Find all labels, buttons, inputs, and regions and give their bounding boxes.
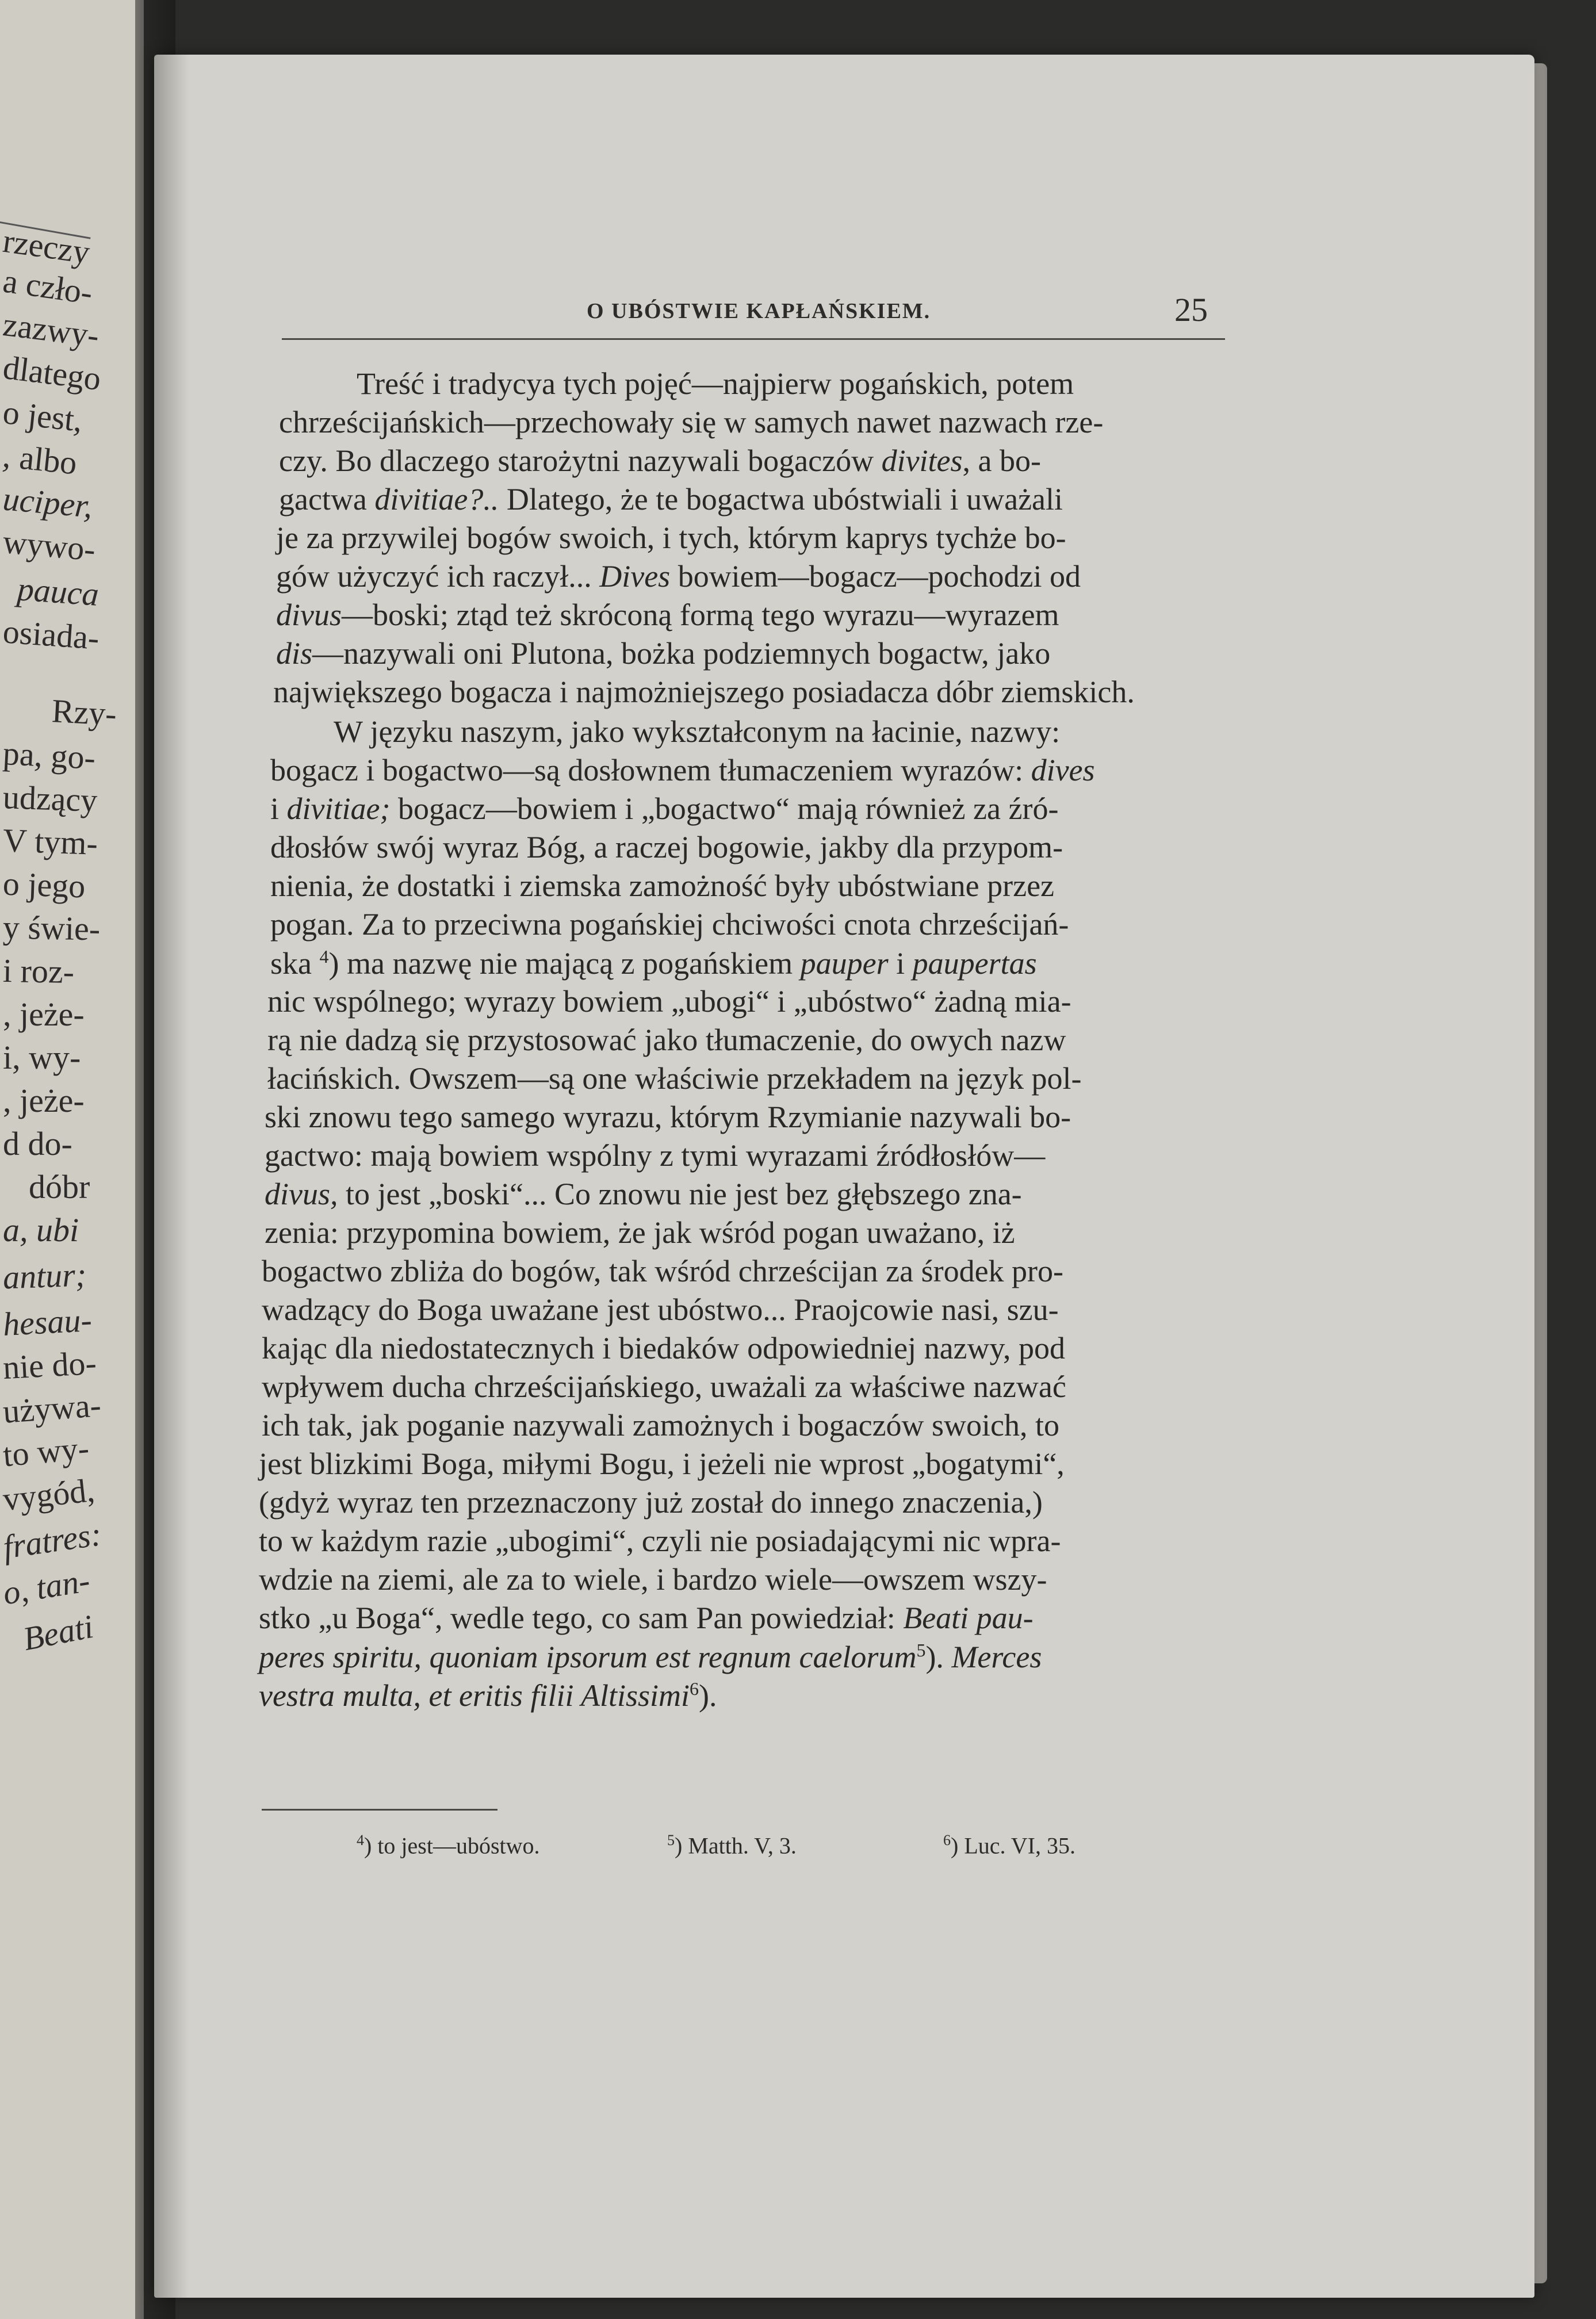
text-line: największego bogacza i najmożniejszego posiadacza dóbr ziemskich. [273,675,1135,709]
left-line: , albo [1,437,79,482]
left-line: o jego [2,864,86,905]
left-line: Beati [20,1607,97,1658]
text-line: chrześcijańskich—przechowały się w samych nawet nazwach rze- [279,405,1104,439]
left-line: d do- [3,1125,72,1162]
header-rule [282,338,1225,340]
footnote-6: $^6$) Luc. VI, 35. [943,1832,1076,1859]
left-line: uciper, [1,480,94,525]
left-line: to wy- [1,1429,91,1474]
text-line: dłosłów swój wyraz Bóg, a raczej bogowie, jakby dla przypom- [270,830,1063,864]
text-line: bogactwo zbliża do bogów, tak wśród chrześcijan za środek pro- [262,1254,1064,1288]
left-facing-page [0,0,144,2319]
text-line: gactwa divitiae?.. Dlatego, że te bogactwa ubóstwiali i uważali [279,482,1063,516]
text-line: W języku naszym, jako wykształconym na łacinie, nazwy: [334,714,1061,749]
text-line: gactwo: mają bowiem wspólny z tymi wyrazami źródłosłów— [265,1138,1046,1173]
left-line: a czło- [1,262,95,312]
left-line: hesau- [2,1300,93,1344]
left-line: o jest, [1,393,85,439]
page-gutter-shade [154,55,189,2298]
page-number: 25 [1174,291,1208,328]
left-line: zazwy- [1,305,101,354]
text-line: divus, to jest „boski“... Co znowu nie jest bez głębszego zna- [265,1177,1022,1211]
text-line: pogan. Za to przeciwna pogańskiej chciwości cnota chrześcijań- [270,907,1069,942]
left-line: V tym- [2,821,98,862]
left-line: nie do- [2,1344,98,1387]
text-line: rą nie dadzą się przystosować jako tłumaczenie, do owych nazw [267,1023,1066,1057]
left-line: o, tan- [0,1561,93,1612]
text-line: kając dla niedostatecznych i biedaków odpowiedniej nazwy, pod [262,1331,1066,1365]
text-line: to w każdym razie „ubogimi“, czyli nie posiadającymi nic wpra- [259,1524,1061,1558]
left-line: pauca [16,570,100,613]
text-line: wdzie na ziemi, ale za to wiele, i bardzo wiele—owszem wszy- [259,1562,1047,1597]
footnote-5: $^5$) Matth. V, 3. [667,1832,797,1859]
left-line: wywo- [1,523,97,568]
text-line: gów użyczyć ich raczył... Dives bowiem—bogacz—pochodzi od [276,559,1081,594]
text-line: ska $^4$) ma nazwę nie mającą z pogańskiem pauper i paupertas [270,946,1037,981]
text-line: zenia: przypomina bowiem, że jak wśród pogan uważano, iż [265,1215,1015,1250]
text-line: nic wspólnego; wyrazy bowiem „ubogi“ i „ubóstwo“ żadną mia- [267,984,1071,1019]
text-line: divus—boski; ztąd też skróconą formą tego wyrazu—wyrazem [276,598,1059,632]
left-line: pa, go- [2,734,97,777]
text-line: (gdyż wyraz ten przeznaczony już został do innego znaczenia,) [259,1485,1043,1520]
left-line: Rzy- [51,692,118,733]
text-line: dis—nazywali oni Plutona, bożka podziemnych bogactw, jako [276,636,1051,671]
text-line: peres spiritu, quoniam ipsorum est regnum caelorum$^5$). Merces [259,1640,1042,1674]
text-line: je za przywilej bogów swoich, i tych, którym kaprys tychże bo- [276,521,1066,555]
text-line: łacińskich. Owszem—są one właściwie przekładem na język pol- [267,1061,1082,1096]
left-line: , jeże- [3,1082,85,1119]
text-line: i divitiae; bogacz—bowiem i „bogactwo“ mają również za źró- [270,791,1059,826]
text-line: vestra multa, et eritis filii Altissimi$^6$). [259,1678,717,1713]
running-head: O UBÓSTWIE KAPŁAŃSKIEM. [587,299,931,323]
left-line: fratres: [1,1515,104,1566]
text-line: czy. Bo dlaczego starożytni nazywali bogaczów divites, a bo- [279,443,1041,478]
left-line: i roz- [2,951,75,991]
text-line: jest blizkimi Boga, miłymi Bogu, i jeżeli nie wprost „bogatymi“, [259,1446,1065,1481]
left-line: dóbr [29,1168,90,1206]
text-line: wadzący do Boga uważane jest ubóstwo... Praojcowie nasi, szu- [262,1292,1059,1327]
text-line: bogacz i bogactwo—są dosłownem tłumaczeniem wyrazów: dives [270,753,1095,787]
left-line: , jeże- [3,996,85,1033]
left-line: antur; [2,1256,87,1296]
text-line: Treść i tradycya tych pojęć—najpierw pogańskich, potem [357,366,1074,401]
left-line: i, wy- [3,1039,81,1076]
left-line: używa- [1,1386,102,1430]
text-line: ski znowu tego samego wyrazu, którym Rzymianie nazywali bo- [265,1100,1071,1134]
left-line: dlatego [1,348,104,398]
text-line: stko „u Boga“, wedle tego, co sam Pan powiedział: Beati pau- [259,1601,1034,1635]
text-line: nienia, że dostatki i ziemska zamożność były ubóstwiane przez [270,868,1055,903]
text-line: wpływem ducha chrześcijańskiego, uważali za właściwe nazwać [262,1369,1066,1404]
left-line: a, ubi [3,1211,79,1249]
footnote-4: $^4$) to jest—ubóstwo. [357,1832,540,1859]
footnote-rule [262,1809,497,1811]
left-line: osiada- [1,613,101,657]
text-line: ich tak, jak poganie nazywali zamożnych i bogaczów swoich, to [262,1408,1060,1442]
page-header [282,290,1225,331]
left-line: rzeczy [1,221,93,271]
left-line: y świe- [2,908,101,948]
left-line: udzący [2,778,98,819]
left-line: vygód, [1,1471,97,1518]
